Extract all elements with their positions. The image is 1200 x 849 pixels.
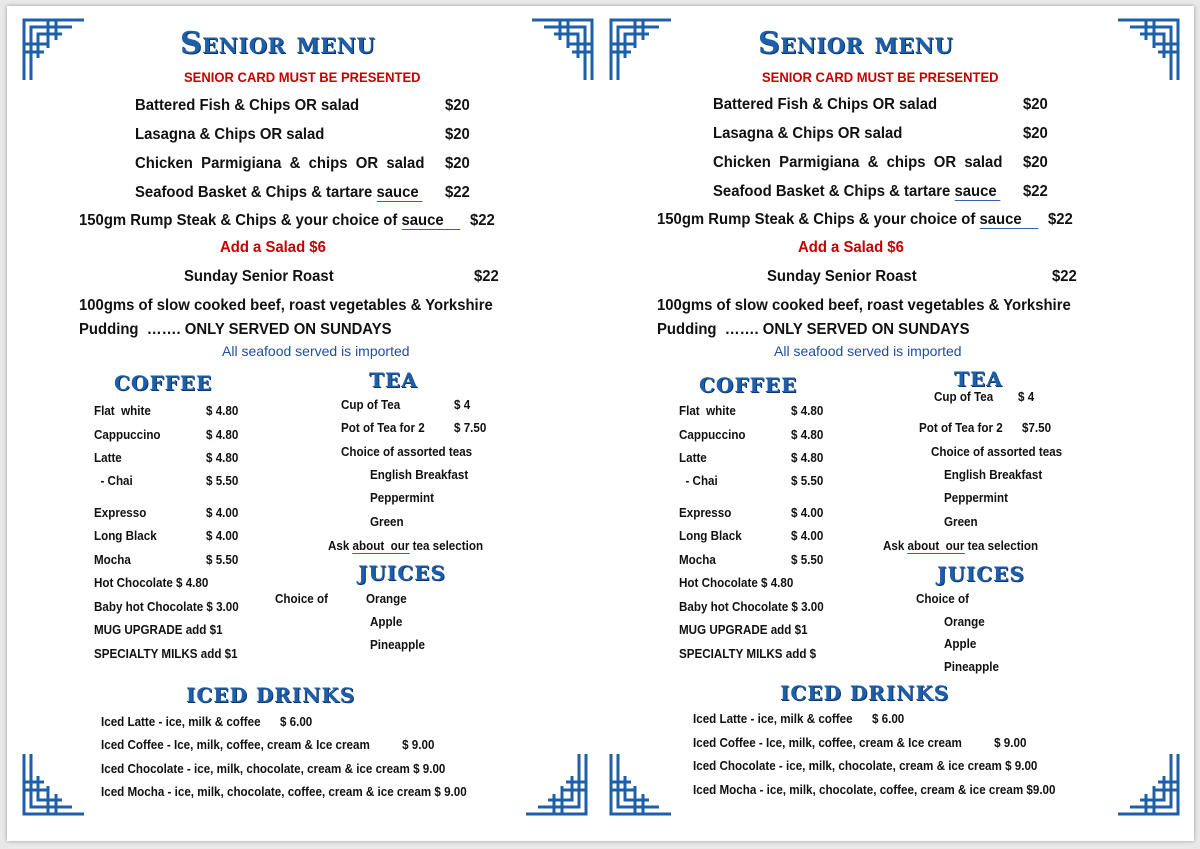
coffee-heading: COFFEE	[114, 371, 213, 395]
main-dish-name	[135, 184, 423, 202]
main-dish-price: $20	[445, 155, 470, 172]
tea-selection-text: Ask	[328, 539, 353, 553]
iced-drink-item: Iced Chocolate - ice, milk, chocolate, cream & ice cream $ 9.00	[101, 762, 446, 776]
coffee-item-name: Long Black	[94, 529, 157, 543]
main-dish-price: $20	[1023, 96, 1048, 113]
tea-heading: TEA	[369, 368, 418, 392]
juice-item: Apple	[370, 615, 403, 629]
main-dish-name: Lasagna & Chips OR salad	[135, 126, 325, 143]
corner-ornament-icon	[609, 752, 673, 816]
menu-title: Senior menu	[758, 26, 954, 61]
tea-variety: Green	[370, 515, 404, 529]
coffee-item-name: Expresso	[94, 506, 147, 520]
coffee-item-price: $ 5.50	[206, 553, 239, 567]
main-dish-price: $22	[1023, 183, 1048, 200]
tea-selection-text: tea selection	[964, 539, 1039, 553]
senior-card-notice: SENIOR CARD MUST BE PRESENTED	[184, 69, 421, 85]
main-dish-price: $20	[445, 126, 470, 143]
coffee-item-name: Long Black	[679, 529, 742, 543]
coffee-item-price: $ 4.00	[206, 506, 239, 520]
main-dish-name: Chicken Parmigiana & chips OR salad	[135, 155, 425, 172]
coffee-item-name: Mocha	[679, 553, 716, 567]
coffee-item-name: - Chai	[94, 474, 133, 488]
main-dish-underlined: sauce	[979, 211, 1039, 228]
coffee-item-price: $ 4.80	[206, 451, 239, 465]
main-dish-name: Battered Fish & Chips OR salad	[135, 97, 360, 114]
tea-choice: Choice of assorted teas	[341, 445, 473, 459]
juice-item: Pineapple	[370, 638, 425, 652]
main-dish-name	[657, 211, 1038, 229]
main-dish-underlined: sauce	[401, 212, 461, 229]
roast-description: Pudding ……. ONLY SERVED ON SUNDAYS	[657, 321, 970, 338]
coffee-extra: Hot Chocolate $ 4.80	[94, 576, 209, 590]
juice-item: Orange	[944, 615, 985, 629]
corner-ornament-icon	[1116, 752, 1180, 816]
coffee-item-name: Cappuccino	[679, 428, 746, 442]
tea-item-name: Pot of Tea for 2	[341, 421, 425, 435]
main-dish-name: Battered Fish & Chips OR salad	[713, 96, 938, 113]
corner-ornament-icon	[22, 752, 86, 816]
iced-drink-item: Iced Coffee - Ice, milk, coffee, cream & Ice cream $ 9.00	[101, 738, 435, 752]
main-dish-underlined: sauce	[376, 184, 423, 201]
coffee-heading: COFFEE	[699, 373, 798, 397]
coffee-extra: Baby hot Chocolate $ 3.00	[679, 600, 824, 614]
main-dish-underlined: sauce	[954, 183, 1001, 200]
tea-item-price: $ 7.50	[454, 421, 487, 435]
juice-choice: Choice of	[275, 592, 328, 606]
coffee-item-name: Expresso	[679, 506, 732, 520]
iced-drink-item: Iced Chocolate - ice, milk, chocolate, cream & ice cream $ 9.00	[693, 759, 1038, 773]
tea-variety: Peppermint	[370, 491, 434, 505]
juice-item: Orange	[366, 592, 407, 606]
corner-ornament-icon	[22, 18, 86, 82]
coffee-item-price: $ 4.80	[791, 428, 824, 442]
juice-choice: Choice of	[916, 592, 969, 606]
tea-item-price: $ 4	[1018, 390, 1035, 404]
main-dish-price: $20	[1023, 125, 1048, 142]
coffee-extra: MUG UPGRADE add $1	[679, 623, 808, 637]
coffee-extra: Hot Chocolate $ 4.80	[679, 576, 794, 590]
roast-name: Sunday Senior Roast	[767, 268, 917, 285]
tea-selection-note	[883, 539, 1038, 553]
coffee-item-name: Cappuccino	[94, 428, 161, 442]
iced-drinks-heading: ICED DRINKS	[186, 683, 356, 707]
main-dish-text: Seafood Basket & Chips & tartare	[135, 184, 377, 201]
menu-title: Senior menu	[180, 26, 376, 61]
coffee-extra: SPECIALTY MILKS add $1	[94, 647, 238, 661]
tea-item-name: Cup of Tea	[934, 390, 994, 404]
tea-selection-note	[328, 539, 483, 553]
coffee-item-name: Flat white	[94, 404, 151, 418]
coffee-item-price: $ 4.80	[791, 451, 824, 465]
coffee-item-price: $ 4.00	[791, 506, 824, 520]
tea-variety: English Breakfast	[944, 468, 1043, 482]
add-salad-note: Add a Salad $6	[798, 239, 904, 256]
tea-variety: English Breakfast	[370, 468, 469, 482]
corner-ornament-icon	[1116, 18, 1180, 82]
seafood-note: All seafood served is imported	[774, 343, 962, 359]
main-dish-name	[713, 183, 1001, 201]
main-dish-name	[79, 212, 460, 230]
tea-item-price: $ 4	[454, 398, 471, 412]
main-dish-price: $22	[445, 184, 470, 201]
tea-heading: TEA	[954, 367, 1003, 391]
tea-selection-text: Ask	[883, 539, 908, 553]
corner-ornament-icon	[524, 752, 588, 816]
juices-heading: JUICES	[937, 562, 1025, 586]
iced-drink-item: Iced Latte - ice, milk & coffee $ 6.00	[693, 712, 905, 726]
coffee-item-price: $ 4.00	[206, 529, 239, 543]
coffee-extra: Baby hot Chocolate $ 3.00	[94, 600, 239, 614]
tea-variety: Green	[944, 515, 978, 529]
coffee-item-price: $ 4.00	[791, 529, 824, 543]
coffee-item-name: - Chai	[679, 474, 718, 488]
corner-ornament-icon	[609, 18, 673, 82]
main-dish-text: Seafood Basket & Chips & tartare	[713, 183, 955, 200]
coffee-item-price: $ 4.80	[206, 404, 239, 418]
seafood-note: All seafood served is imported	[222, 343, 410, 359]
main-dish-price: $22	[470, 212, 495, 229]
roast-price: $22	[1052, 268, 1077, 285]
tea-selection-text: about our	[907, 539, 965, 553]
iced-drink-item: Iced Latte - ice, milk & coffee $ 6.00	[101, 715, 313, 729]
coffee-item-name: Latte	[679, 451, 707, 465]
main-dish-text: 150gm Rump Steak & Chips & your choice of	[657, 211, 980, 228]
juices-heading: JUICES	[358, 561, 446, 585]
coffee-item-price: $ 4.80	[206, 428, 239, 442]
tea-selection-text: about our	[352, 539, 410, 553]
coffee-item-name: Latte	[94, 451, 122, 465]
coffee-item-price: $ 5.50	[791, 553, 824, 567]
iced-drink-item: Iced Mocha - ice, milk, chocolate, coffee, cream & ice cream $ 9.00	[101, 785, 467, 799]
tea-item-name: Cup of Tea	[341, 398, 401, 412]
coffee-item-name: Mocha	[94, 553, 131, 567]
coffee-item-price: $ 4.80	[791, 404, 824, 418]
main-dish-text: 150gm Rump Steak & Chips & your choice of	[79, 212, 402, 229]
main-dish-name: Lasagna & Chips OR salad	[713, 125, 903, 142]
coffee-item-price: $ 5.50	[206, 474, 239, 488]
main-dish-price: $22	[1048, 211, 1073, 228]
roast-description: 100gms of slow cooked beef, roast vegetables & Yorkshire	[79, 297, 493, 314]
main-dish-name: Chicken Parmigiana & chips OR salad	[713, 154, 1003, 171]
main-dish-price: $20	[445, 97, 470, 114]
corner-ornament-icon	[530, 18, 594, 82]
tea-item-price: $7.50	[1022, 421, 1052, 435]
coffee-item-price: $ 5.50	[791, 474, 824, 488]
roast-name: Sunday Senior Roast	[184, 268, 334, 285]
add-salad-note: Add a Salad $6	[220, 239, 326, 256]
tea-selection-text: tea selection	[409, 539, 484, 553]
juice-item: Pineapple	[944, 660, 999, 674]
juice-item: Apple	[944, 637, 977, 651]
roast-description: 100gms of slow cooked beef, roast vegetables & Yorkshire	[657, 297, 1071, 314]
senior-card-notice: SENIOR CARD MUST BE PRESENTED	[762, 69, 999, 85]
roast-price: $22	[474, 268, 499, 285]
coffee-item-name: Flat white	[679, 404, 736, 418]
iced-drink-item: Iced Mocha - ice, milk, chocolate, coffee, cream & ice cream $9.00	[693, 783, 1056, 797]
main-dish-price: $20	[1023, 154, 1048, 171]
coffee-extra: MUG UPGRADE add $1	[94, 623, 223, 637]
tea-item-name: Pot of Tea for 2	[919, 421, 1003, 435]
tea-variety: Peppermint	[944, 491, 1008, 505]
coffee-extra: SPECIALTY MILKS add $	[679, 647, 817, 661]
iced-drink-item: Iced Coffee - Ice, milk, coffee, cream & Ice cream $ 9.00	[693, 736, 1027, 750]
iced-drinks-heading: ICED DRINKS	[780, 681, 950, 705]
tea-choice: Choice of assorted teas	[931, 445, 1063, 459]
roast-description: Pudding ……. ONLY SERVED ON SUNDAYS	[79, 321, 392, 338]
